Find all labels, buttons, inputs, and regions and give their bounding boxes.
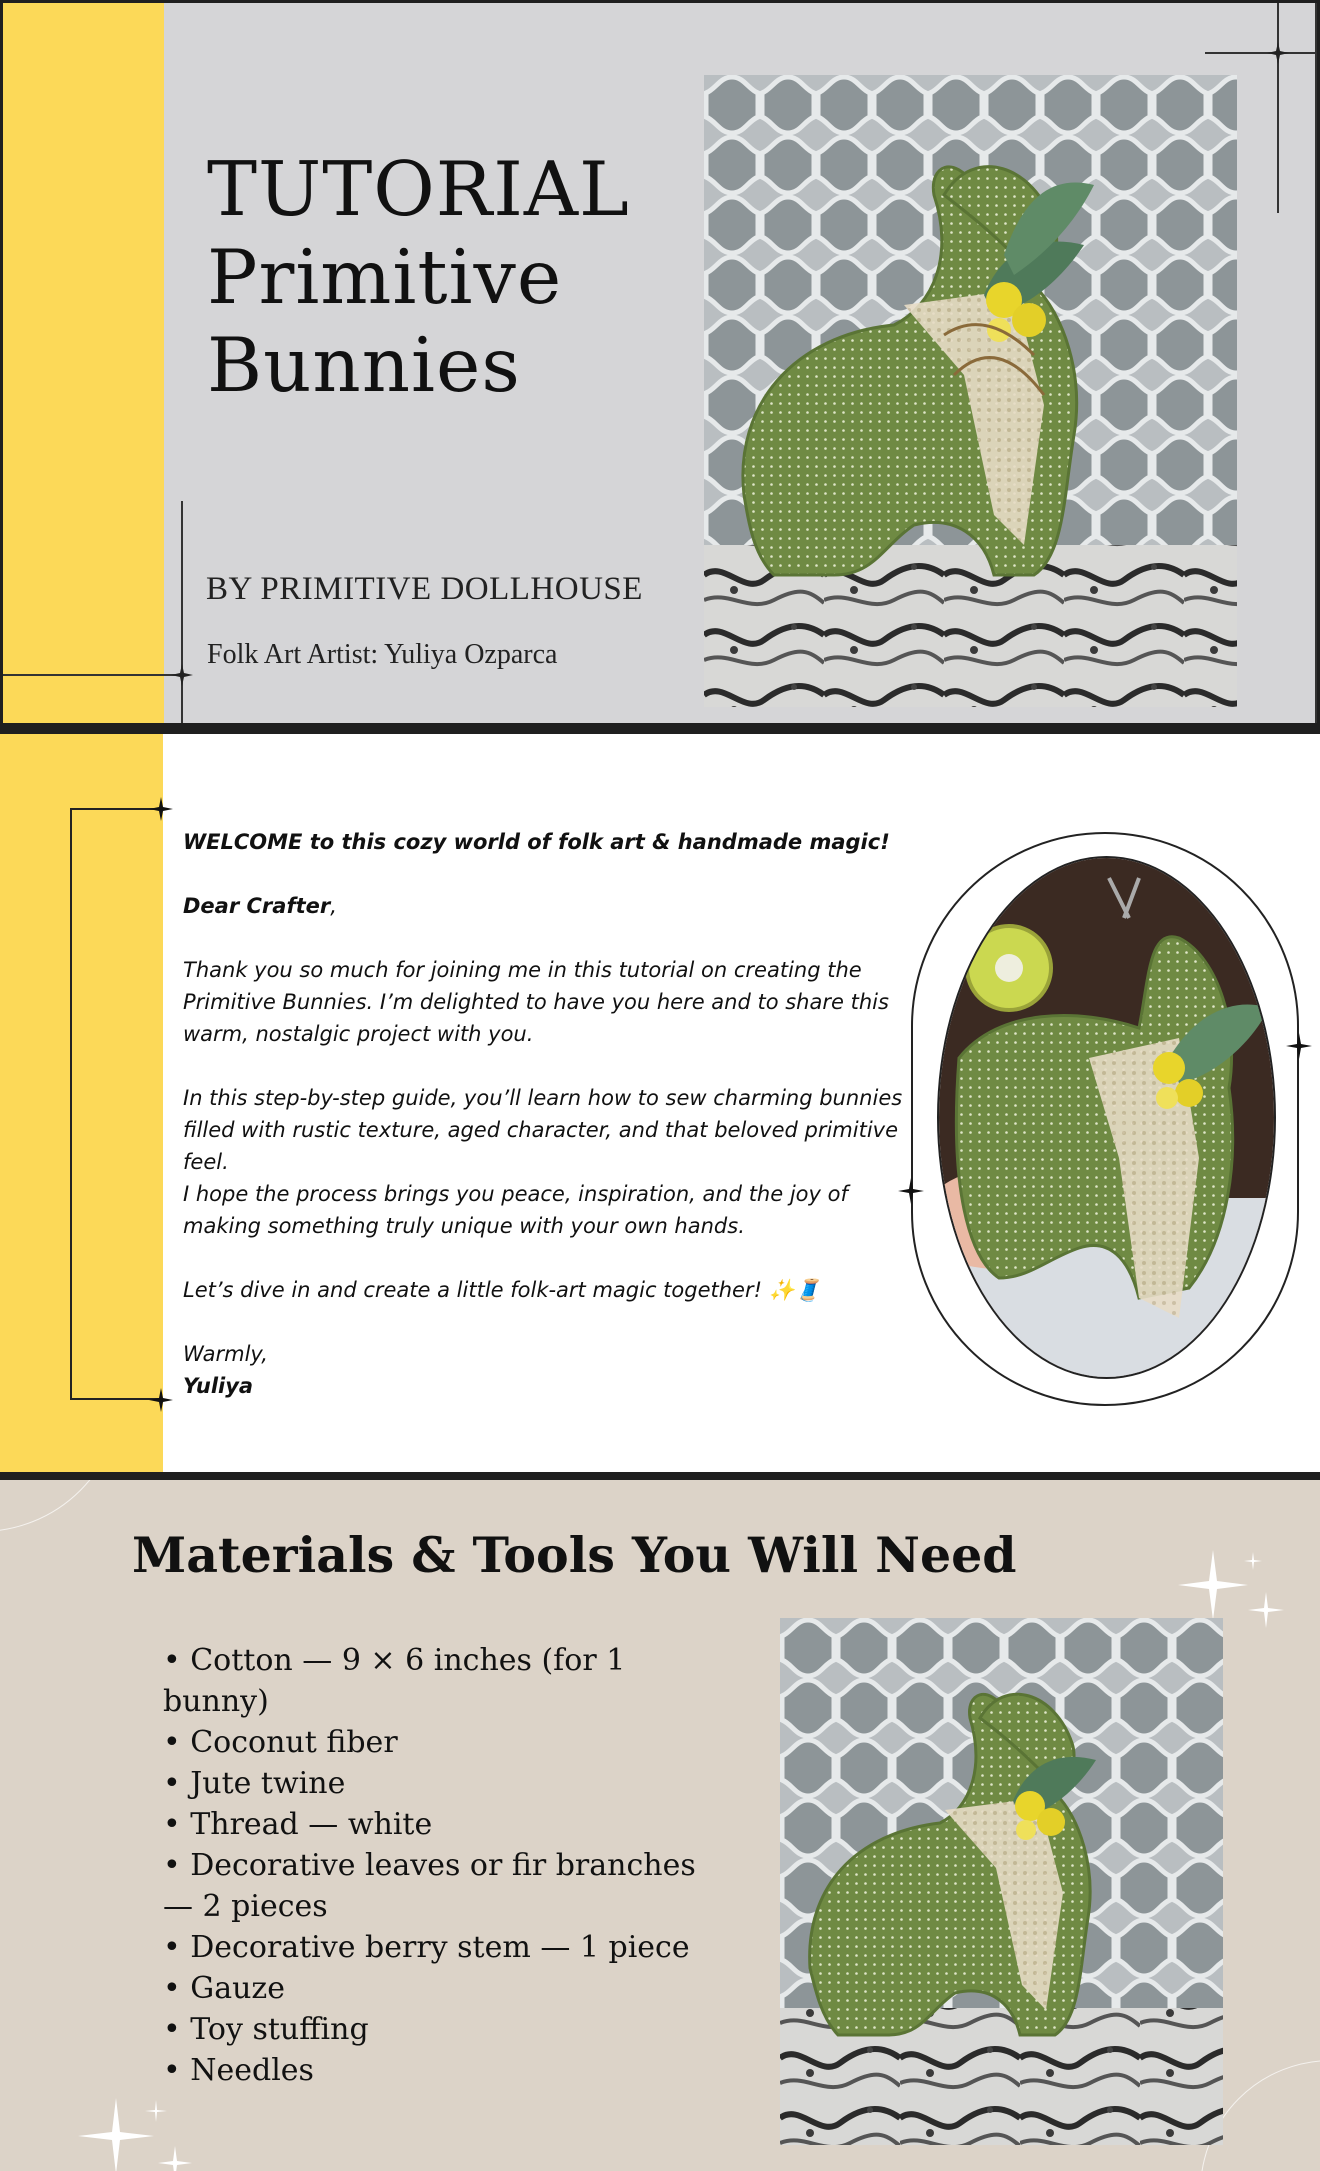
sparkle-icon [1286,1033,1312,1059]
list-item: • Toy stuffing [163,2012,369,2047]
artist-credit: Folk Art Artist: Yuliya Ozparca [207,639,558,670]
decor-arc [0,1480,122,1532]
letter-paragraph-2: In this step-by-step guide, you’ll learn how to sew charming bunnies filled with rustic texture, aged character, and that beloved primitive feel. [183,1086,903,1174]
decor-line-vertical-left [181,501,183,726]
welcome-letter [183,826,903,1402]
title-line-1: TUTORIAL [207,145,630,233]
decor-line-vertical-right [1277,3,1279,213]
list-item: • Coconut fiber [163,1725,398,1760]
signature: Yuliya [183,1374,254,1398]
sparkle-icon [898,1178,924,1204]
welcome-letter-page [0,734,1320,1472]
sparkle-icon [1244,1552,1262,1570]
bunny-photo [780,1618,1223,2145]
letter-paragraph-3: I hope the process brings you peace, inspiration, and the joy of making something truly unique with your own hands. [183,1182,848,1238]
title-line-3: Bunnies [207,321,521,409]
greeting-comma: , [330,894,337,918]
materials-list [163,1640,723,2091]
list-item: • Needles [163,2053,314,2088]
cover-title [207,145,630,409]
letter-paragraph-4: Let’s dive in and create a little folk-art magic together! ✨🧵 [183,1278,821,1302]
cover-page [0,0,1320,726]
decor-line-right-edge [1315,3,1317,726]
sparkle-icon [158,2146,192,2171]
bunny-in-hand-photo [937,856,1276,1379]
sparkle-icon [145,2100,167,2122]
sparkle-icon [171,664,193,686]
title-line-2: Primitive [207,233,563,321]
greeting [183,890,903,922]
materials-page [0,1480,1320,2171]
welcome-heading: WELCOME to this cozy world of folk art & handmade magic! [183,830,890,854]
sparkle-icon [78,2098,154,2171]
decor-line-horizontal-left [3,674,183,676]
bunny-photo [704,75,1237,707]
letter-paragraph-1: Thank you so much for joining me in this tutorial on creating the Primitive Bunnies. I’m delighted to have you here and to share this warm, nostalgic project with you. [183,958,889,1046]
sparkle-icon [149,1388,173,1412]
byline: BY PRIMITIVE DOLLHOUSE [206,571,643,607]
list-item: • Decorative berry stem — 1 piece [163,1930,690,1965]
decor-line-horizontal-right [1205,52,1320,54]
list-item: • Jute twine [163,1766,346,1801]
list-item: • Gauze [163,1971,285,2006]
yellow-side-bar [3,3,164,723]
decor-bracket [70,808,160,1400]
list-item: • Cotton — 9 × 6 inches (for 1 bunny) [163,1643,626,1719]
sparkle-icon [1248,1592,1284,1628]
signoff: Warmly, [183,1342,268,1366]
sparkle-icon [1178,1550,1248,1620]
materials-title: Materials & Tools You Will Need [132,1526,1017,1584]
list-item: • Thread — white [163,1807,433,1842]
list-item: • Decorative leaves or fir branches — 2 pieces [163,1848,696,1924]
sparkle-icon [149,797,173,821]
sparkle-icon [1267,42,1289,64]
greeting-name: Dear Crafter [183,894,331,918]
